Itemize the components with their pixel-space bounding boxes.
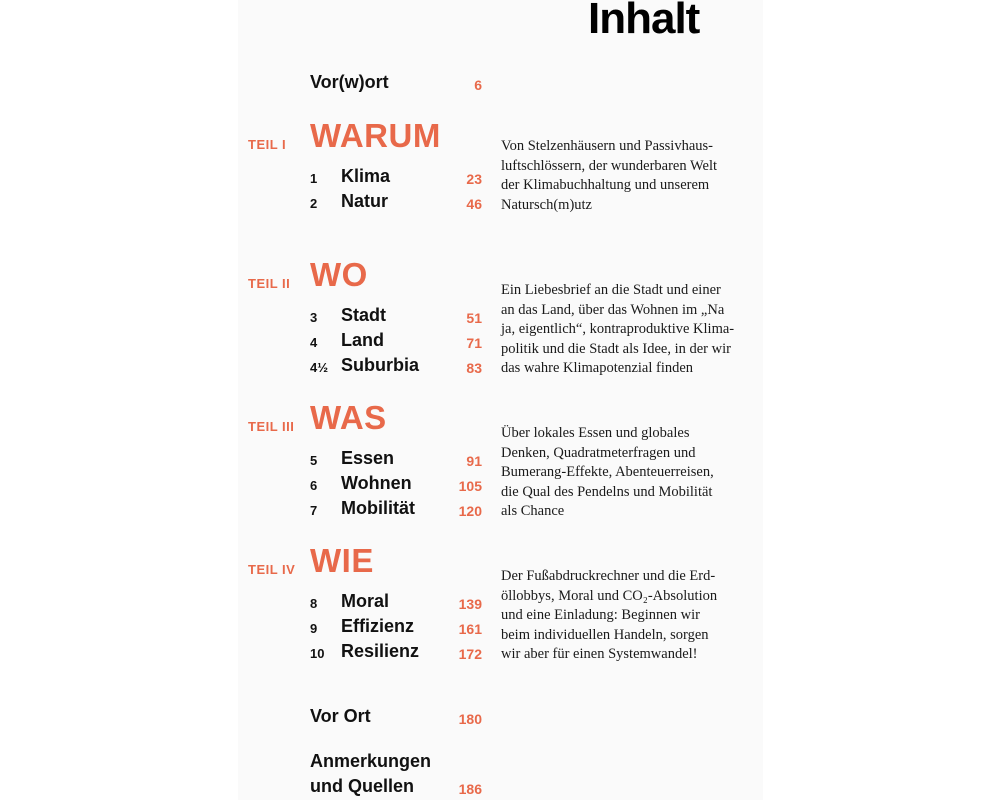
chapter-number: 10: [310, 646, 325, 661]
chapter-page: 139: [458, 596, 482, 612]
part-title-1[interactable]: WARUM: [310, 117, 441, 154]
chapter-number: 9: [310, 621, 318, 636]
part-description-2: [501, 281, 766, 379]
chapter-page: 71: [466, 335, 482, 351]
chapter-title[interactable]: Resilienz: [341, 641, 420, 661]
description-line: Bumerang-Effekte, Abenteuerreisen,: [501, 464, 714, 480]
chapter-page: 83: [466, 360, 482, 376]
description-line: wir aber für einen Systemwandel!: [501, 646, 698, 662]
page-title: Inhalt: [588, 0, 700, 43]
chapter-page: 46: [466, 196, 482, 212]
chapter-number: 4: [310, 335, 318, 350]
description-line: politik und die Stadt als Idee, in der wir: [501, 340, 731, 357]
toc-entry-vorwort[interactable]: Vor(w)ort: [310, 72, 389, 92]
chapter-title[interactable]: Mobilität: [341, 498, 415, 518]
chapter-title[interactable]: Suburbia: [341, 355, 420, 375]
chapter-page: 172: [458, 646, 482, 662]
chapter-title[interactable]: Essen: [341, 448, 395, 468]
description-line: Von Stelzenhäusern und Passivhaus-: [501, 138, 713, 154]
description-line: an das Land, über das Wohnen im „Na: [501, 301, 725, 318]
chapter-title[interactable]: Moral: [341, 591, 390, 611]
chapter-title[interactable]: Klima: [341, 166, 391, 186]
chapter-number: 5: [310, 453, 318, 468]
chapter-page: 51: [466, 310, 482, 326]
description-line: ja, eigentlich“, kontraproduktive Klima-: [501, 321, 735, 337]
chapter-title[interactable]: Effizienz: [341, 616, 415, 636]
chapter-number: 6: [310, 478, 318, 493]
toc-entry-vor-ort[interactable]: Vor Ort: [310, 706, 371, 726]
part-label-4: TEIL IV: [248, 562, 296, 577]
chapter-number: 3: [310, 310, 318, 325]
chapter-number: 2: [310, 196, 318, 211]
description-line: luftschlössern, der wunderbaren Welt: [501, 157, 717, 174]
chapter-page: 91: [466, 453, 482, 469]
part-label-1: TEIL I: [248, 137, 287, 152]
part-label-2: TEIL II: [248, 276, 291, 291]
description-line: der Klimabuchhaltung und unserem: [501, 177, 710, 193]
part-title-3[interactable]: WAS: [310, 399, 387, 436]
chapter-number: 7: [310, 503, 318, 518]
toc-page-vorwort: 6: [474, 77, 482, 93]
description-line: Über lokales Essen und globales: [501, 425, 690, 441]
description-line: als Chance: [501, 503, 565, 519]
description-line: und eine Einladung: Beginnen wir: [501, 607, 700, 623]
toc-page-anmerkungen: 186: [458, 781, 482, 797]
description-line: beim individuellen Handeln, sorgen: [501, 626, 709, 643]
description-line: Ein Liebesbrief an die Stadt und einer: [501, 282, 721, 298]
description-line: die Qual des Pendelns und Mobilität: [501, 483, 713, 500]
chapter-title[interactable]: Land: [341, 330, 384, 350]
description-line: das wahre Klimapotenzial finden: [501, 360, 694, 376]
chapter-title[interactable]: Stadt: [341, 305, 386, 325]
part-description-4: [501, 567, 766, 665]
part-title-4[interactable]: WIE: [310, 542, 374, 579]
description-line: öllobbys, Moral und CO₂-Absolution: [501, 587, 718, 604]
part-description-3: [501, 424, 766, 522]
chapter-number: 8: [310, 596, 318, 611]
description-line: Der Fußabdruckrechner und die Erd-: [501, 568, 716, 584]
chapter-title[interactable]: Wohnen: [341, 473, 412, 493]
chapter-page: 23: [466, 171, 482, 187]
toc-entry-anmerkungen[interactable]: Anmerkungen: [310, 751, 432, 771]
description-line: Natursch(m)utz: [501, 196, 592, 213]
part-title-2[interactable]: WO: [310, 256, 368, 293]
chapter-number: 1: [310, 171, 318, 186]
chapter-page: 161: [458, 621, 482, 637]
chapter-number: 4½: [310, 360, 329, 375]
chapter-page: 105: [458, 478, 482, 494]
toc-page-vor-ort: 180: [458, 711, 482, 727]
description-line: Denken, Quadratmeterfragen und: [501, 444, 696, 461]
chapter-title[interactable]: Natur: [341, 191, 389, 211]
toc-entry-anmerkungen-line2[interactable]: und Quellen: [310, 776, 415, 796]
chapter-page: 120: [458, 503, 482, 519]
part-label-3: TEIL III: [248, 419, 295, 434]
part-description-1: [501, 137, 766, 215]
